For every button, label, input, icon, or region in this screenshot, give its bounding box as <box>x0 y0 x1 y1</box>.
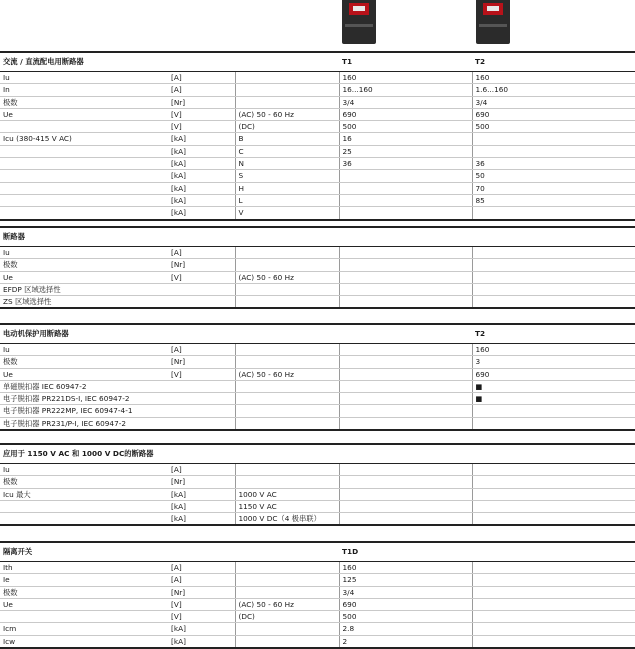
unit: [A] <box>168 72 235 84</box>
table-row <box>0 623 635 635</box>
t-value-2 <box>472 247 635 259</box>
unit: [V] <box>168 108 235 120</box>
t-value-2 <box>472 133 635 145</box>
param-name <box>0 145 168 157</box>
t-value-1 <box>339 464 472 476</box>
param-name: In <box>0 84 168 96</box>
condition <box>235 623 339 635</box>
spec-table-ac-dc <box>0 51 635 221</box>
unit: [V] <box>168 598 235 610</box>
t-value-1: 3/4 <box>339 586 472 598</box>
t-value-1: 690 <box>339 108 472 120</box>
t-value-1: 16 <box>339 133 472 145</box>
t-value-2: 3/4 <box>472 96 635 108</box>
param-name: 电子脱扣器 PR221DS-I, IEC 60947-2 <box>0 393 168 405</box>
t-value-2 <box>472 405 635 417</box>
condition: H <box>235 182 339 194</box>
t-value-1 <box>339 194 472 206</box>
param-name: 极数 <box>0 586 168 598</box>
t-value-1: 160 <box>339 72 472 84</box>
param-name: Icm <box>0 623 168 635</box>
unit: [kA] <box>168 194 235 206</box>
t-value-2 <box>472 488 635 500</box>
param-name: 极数 <box>0 259 168 271</box>
t-value-2 <box>472 623 635 635</box>
condition <box>235 96 339 108</box>
param-name: Iu <box>0 344 168 356</box>
unit: [V] <box>168 611 235 623</box>
t-value-1: 125 <box>339 574 472 586</box>
t-value-2 <box>472 500 635 512</box>
t-value-1: 16...160 <box>339 84 472 96</box>
param-name: Iu <box>0 247 168 259</box>
unit <box>168 380 235 392</box>
param-name: Iu <box>0 464 168 476</box>
section-title: 隔离开关 <box>0 542 339 562</box>
model-column-header <box>339 324 472 344</box>
condition: L <box>235 194 339 206</box>
condition: 1000 V DC（4 极串联） <box>235 513 339 526</box>
t-value-2: ■ <box>472 393 635 405</box>
spec-table-motor <box>0 323 635 431</box>
t-value-1 <box>339 259 472 271</box>
model-column-header <box>472 542 635 562</box>
condition: (DC) <box>235 121 339 133</box>
condition: S <box>235 170 339 182</box>
t-value-2 <box>472 513 635 526</box>
t-value-1: 2 <box>339 635 472 648</box>
condition <box>235 586 339 598</box>
unit: [kA] <box>168 513 235 526</box>
unit: [Nr] <box>168 476 235 488</box>
param-name: 单磁脱扣器 IEC 60947-2 <box>0 380 168 392</box>
t-value-2 <box>472 476 635 488</box>
condition <box>235 464 339 476</box>
param-name: Icu (380-415 V AC) <box>0 133 168 145</box>
section-header <box>0 227 635 247</box>
t-value-2: 500 <box>472 121 635 133</box>
t-value-2 <box>472 562 635 574</box>
condition: N <box>235 158 339 170</box>
t-value-2 <box>472 145 635 157</box>
t-value-1 <box>339 344 472 356</box>
t-value-1 <box>339 247 472 259</box>
t-value-2 <box>472 271 635 283</box>
param-name <box>0 121 168 133</box>
param-name: Icu 最大 <box>0 488 168 500</box>
t-value-2 <box>472 259 635 271</box>
condition <box>235 574 339 586</box>
model-column-header <box>472 227 635 247</box>
t-value-1 <box>339 476 472 488</box>
unit: [A] <box>168 344 235 356</box>
t-value-2: ■ <box>472 380 635 392</box>
table-row <box>0 405 635 417</box>
t-value-2 <box>472 635 635 648</box>
t-value-2: 160 <box>472 72 635 84</box>
t-value-2: 85 <box>472 194 635 206</box>
param-name: Icw <box>0 635 168 648</box>
table-row <box>0 108 635 120</box>
t-value-1 <box>339 207 472 220</box>
table-row <box>0 121 635 133</box>
unit <box>168 296 235 309</box>
t-value-1: 25 <box>339 145 472 157</box>
table-row <box>0 84 635 96</box>
model-column-header: T2 <box>472 324 635 344</box>
unit: [kA] <box>168 488 235 500</box>
table-row <box>0 96 635 108</box>
condition <box>235 344 339 356</box>
param-name <box>0 611 168 623</box>
t-value-2: 1.6...160 <box>472 84 635 96</box>
table-row <box>0 500 635 512</box>
condition: (AC) 50 - 60 Hz <box>235 368 339 380</box>
condition: V <box>235 207 339 220</box>
unit: [V] <box>168 271 235 283</box>
table-row <box>0 513 635 526</box>
table-row <box>0 488 635 500</box>
table-row <box>0 207 635 220</box>
t-value-2: 690 <box>472 368 635 380</box>
t-value-1 <box>339 488 472 500</box>
param-name: EFDP 区域选择性 <box>0 283 168 295</box>
table-row <box>0 417 635 430</box>
param-name: Ie <box>0 574 168 586</box>
condition <box>235 72 339 84</box>
condition: (AC) 50 - 60 Hz <box>235 108 339 120</box>
param-name: Ith <box>0 562 168 574</box>
t-value-2: 3 <box>472 356 635 368</box>
model-column-header: T1D <box>339 542 472 562</box>
table-row <box>0 635 635 648</box>
t-value-2: 50 <box>472 170 635 182</box>
t-value-1: 500 <box>339 611 472 623</box>
param-name: Ue <box>0 368 168 380</box>
condition <box>235 84 339 96</box>
unit: [kA] <box>168 207 235 220</box>
t-value-1 <box>339 393 472 405</box>
table-row <box>0 133 635 145</box>
t-value-1: 3/4 <box>339 96 472 108</box>
section-header <box>0 444 635 464</box>
breaker-terminal-strip <box>479 24 507 27</box>
table-row <box>0 393 635 405</box>
section-title: 电动机保护用断路器 <box>0 324 339 344</box>
table-row <box>0 271 635 283</box>
unit: [kA] <box>168 145 235 157</box>
unit <box>168 393 235 405</box>
param-name: Ue <box>0 271 168 283</box>
t-value-1 <box>339 417 472 430</box>
condition <box>235 247 339 259</box>
condition <box>235 405 339 417</box>
param-name <box>0 194 168 206</box>
t-value-1 <box>339 296 472 309</box>
t-value-2: 36 <box>472 158 635 170</box>
t-value-2 <box>472 574 635 586</box>
table-row <box>0 72 635 84</box>
param-name: ZS 区域选择性 <box>0 296 168 309</box>
condition <box>235 283 339 295</box>
table-row <box>0 259 635 271</box>
table-row <box>0 182 635 194</box>
table-row <box>0 368 635 380</box>
table-row <box>0 170 635 182</box>
condition <box>235 635 339 648</box>
model-column-header <box>472 444 635 464</box>
t-value-1 <box>339 500 472 512</box>
unit: [A] <box>168 247 235 259</box>
table-row <box>0 283 635 295</box>
unit <box>168 405 235 417</box>
t-value-1: 690 <box>339 598 472 610</box>
section-header <box>0 324 635 344</box>
section-title: 交流 / 直流配电用断路器 <box>0 52 339 72</box>
condition <box>235 296 339 309</box>
t-value-1 <box>339 513 472 526</box>
spec-table-switch <box>0 541 635 649</box>
spec-table-breaker <box>0 226 635 309</box>
t2-product-image <box>476 0 510 44</box>
unit <box>168 417 235 430</box>
table-row <box>0 574 635 586</box>
param-name <box>0 170 168 182</box>
table-row <box>0 464 635 476</box>
unit: [Nr] <box>168 356 235 368</box>
t-value-2 <box>472 611 635 623</box>
condition <box>235 259 339 271</box>
unit: [Nr] <box>168 96 235 108</box>
unit: [kA] <box>168 635 235 648</box>
t-value-1 <box>339 380 472 392</box>
param-name <box>0 207 168 220</box>
param-name: 电子脱扣器 PR222MP, IEC 60947-4-1 <box>0 405 168 417</box>
breaker-window <box>353 6 365 11</box>
model-column-header: T1 <box>339 52 472 72</box>
t-value-2: 160 <box>472 344 635 356</box>
table-row <box>0 476 635 488</box>
condition <box>235 356 339 368</box>
condition: (DC) <box>235 611 339 623</box>
condition: C <box>235 145 339 157</box>
condition: (AC) 50 - 60 Hz <box>235 598 339 610</box>
unit: [kA] <box>168 158 235 170</box>
unit: [A] <box>168 84 235 96</box>
t-value-1 <box>339 405 472 417</box>
unit: [kA] <box>168 182 235 194</box>
param-name: Ue <box>0 598 168 610</box>
section-title: 断路器 <box>0 227 339 247</box>
section-title: 应用于 1150 V AC 和 1000 V DC的断路器 <box>0 444 339 464</box>
param-name: Iu <box>0 72 168 84</box>
breaker-terminal-strip <box>345 24 373 27</box>
condition <box>235 417 339 430</box>
condition: B <box>235 133 339 145</box>
unit <box>168 283 235 295</box>
param-name <box>0 513 168 526</box>
t-value-2 <box>472 598 635 610</box>
t-value-1: 36 <box>339 158 472 170</box>
table-row <box>0 296 635 309</box>
t-value-1 <box>339 170 472 182</box>
t-value-1 <box>339 283 472 295</box>
section-header <box>0 52 635 72</box>
unit: [kA] <box>168 170 235 182</box>
table-row <box>0 611 635 623</box>
t-value-1: 500 <box>339 121 472 133</box>
condition: (AC) 50 - 60 Hz <box>235 271 339 283</box>
unit: [kA] <box>168 623 235 635</box>
unit: [V] <box>168 368 235 380</box>
t-value-1 <box>339 271 472 283</box>
param-name <box>0 182 168 194</box>
unit: [A] <box>168 464 235 476</box>
spec-table-hv <box>0 443 635 526</box>
table-row <box>0 356 635 368</box>
table-row <box>0 562 635 574</box>
unit: [A] <box>168 562 235 574</box>
table-row <box>0 158 635 170</box>
t-value-2 <box>472 283 635 295</box>
t-value-2: 690 <box>472 108 635 120</box>
unit: [Nr] <box>168 586 235 598</box>
param-name: 极数 <box>0 476 168 488</box>
param-name <box>0 158 168 170</box>
condition <box>235 562 339 574</box>
t-value-1: 2.8 <box>339 623 472 635</box>
param-name: 电子脱扣器 PR231/P-I, IEC 60947-2 <box>0 417 168 430</box>
t-value-2: 70 <box>472 182 635 194</box>
t1-product-image <box>342 0 376 44</box>
condition <box>235 380 339 392</box>
breaker-window <box>487 6 499 11</box>
condition: 1150 V AC <box>235 500 339 512</box>
table-row <box>0 598 635 610</box>
param-name: 极数 <box>0 356 168 368</box>
unit: [kA] <box>168 500 235 512</box>
unit: [A] <box>168 574 235 586</box>
section-header <box>0 542 635 562</box>
param-name <box>0 500 168 512</box>
condition <box>235 393 339 405</box>
t-value-1: 160 <box>339 562 472 574</box>
unit: [kA] <box>168 133 235 145</box>
table-row <box>0 247 635 259</box>
condition <box>235 476 339 488</box>
param-name: Ue <box>0 108 168 120</box>
t-value-2 <box>472 586 635 598</box>
t-value-1 <box>339 356 472 368</box>
unit: [Nr] <box>168 259 235 271</box>
model-column-header <box>339 227 472 247</box>
table-row <box>0 145 635 157</box>
model-column-header <box>339 444 472 464</box>
t-value-1 <box>339 182 472 194</box>
t-value-2 <box>472 207 635 220</box>
condition: 1000 V AC <box>235 488 339 500</box>
table-row <box>0 344 635 356</box>
table-row <box>0 380 635 392</box>
t-value-1 <box>339 368 472 380</box>
t-value-2 <box>472 296 635 309</box>
table-row <box>0 586 635 598</box>
table-row <box>0 194 635 206</box>
t-value-2 <box>472 417 635 430</box>
param-name: 极数 <box>0 96 168 108</box>
t-value-2 <box>472 464 635 476</box>
unit: [V] <box>168 121 235 133</box>
model-column-header: T2 <box>472 52 635 72</box>
